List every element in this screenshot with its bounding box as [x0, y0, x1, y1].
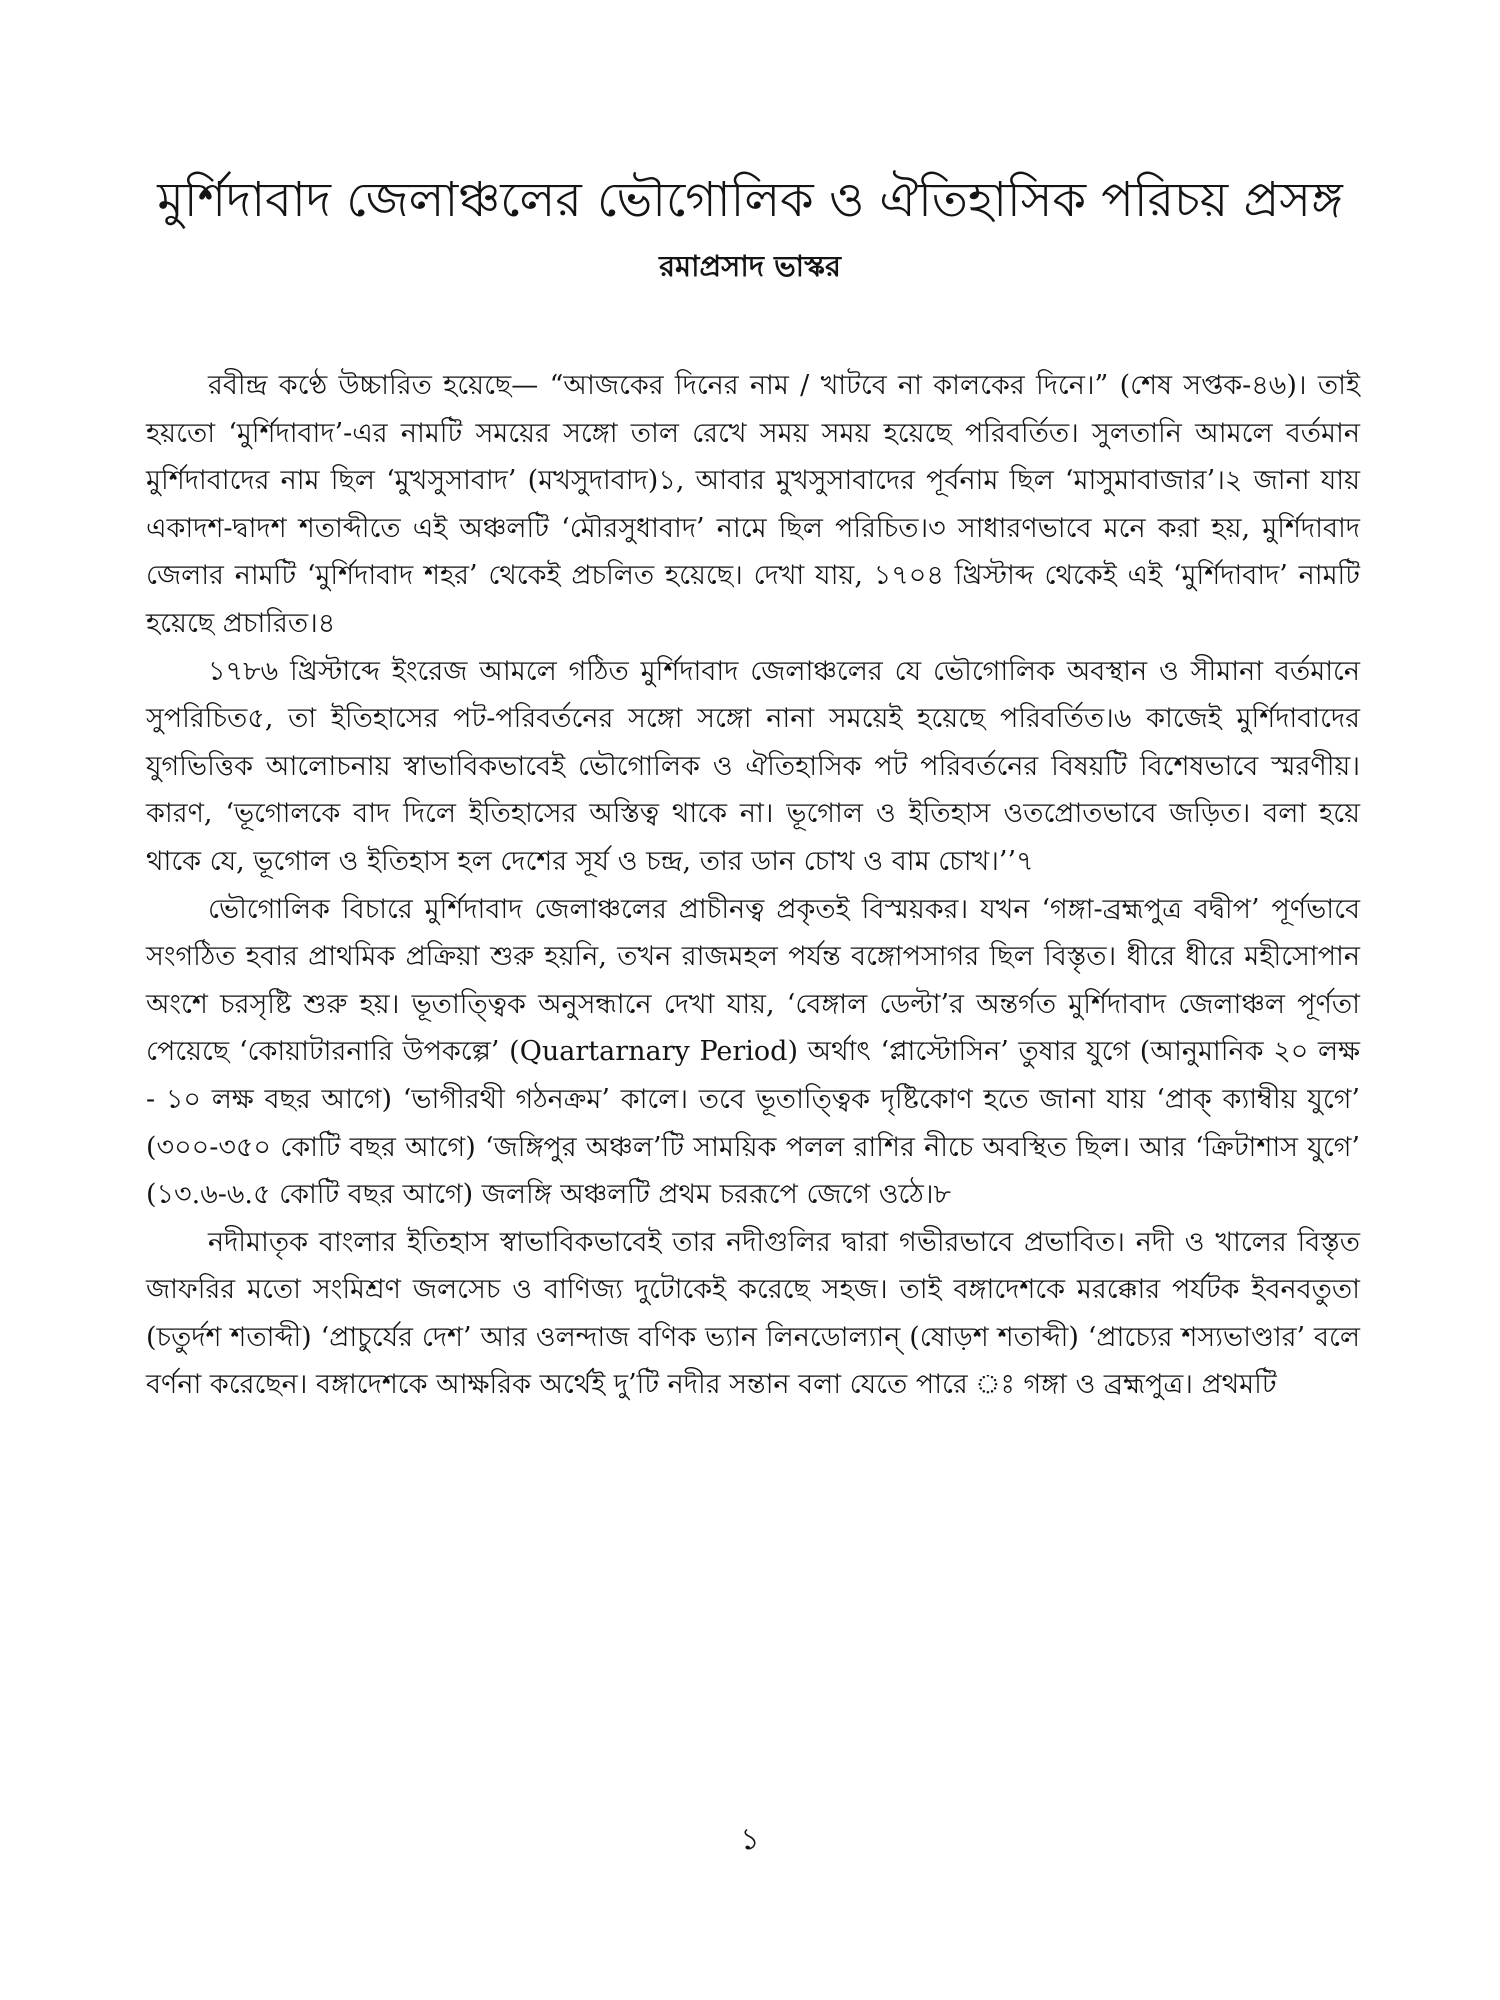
paragraph: ভৌগোলিক বিচারে মুর্শিদাবাদ জেলাঞ্চলের প্রাচীনত্ব প্রকৃতই বিস্ময়কর। যখন ‘গঙ্গা-ব্রহ্মপুত্র বদ্বীপ’ পূর্ণভাবে সংগঠিত হবার প্রাথমিক প্রক্রিয়া শুরু হয়নি, তখন রাজমহল পর্যন্ত বঙ্গোপসাগর ছিল বিস্তৃত। ধীরে ধীরে মহীসোপান অংশে চরসৃষ্টি শুরু হয়। ভূতাত্ত্বিক অনুসন্ধানে দেখা যায়, ‘বেঙ্গাল ডেল্টা’র অন্তর্গত মুর্শিদাবাদ জেলাঞ্চল পূর্ণতা পেয়েছে ‘কোয়াটারনারি উপকল্পে’ (Quartarnary Period) অর্থাৎ ‘প্লাস্টোসিন’ তুষার যুগে (আনুমানিক ২০ লক্ষ - ১০ লক্ষ বছর আগে) ‘ভাগীরথী গঠনক্রম’ কালে। তবে ভূতাত্ত্বিক দৃষ্টিকোণ হতে জানা যায় ‘প্রাক্ ক্যাম্বীয় যুগে’ (৩০০-৩৫০ কোটি বছর আগে) ‘জঙ্গিপুর অঞ্চল’টি সাময়িক পলল রাশির নীচে অবস্থিত ছিল। আর ‘ক্রিটাশাস যুগে’ (১৩.৬-৬.৫ কোটি বছর আগে) জলঙ্গি অঞ্চলটি প্রথম চররূপে জেগে ওঠে।৮ [146, 893, 1360, 1211]
article-body [146, 362, 1360, 1409]
page-number: ১ [740, 1822, 760, 1857]
paragraph: রবীন্দ্র কণ্ঠে উচ্চারিত হয়েছে— “আজকের দিনের নাম / খাটবে না কালকের দিনে।” (শেষ সপ্তক-৪৬)। তাই হয়তো ‘মুর্শিদাবাদ’-এর নামটি সময়ের সঙ্গো তাল রেখে সময় সময় হয়েছে পরিবর্তিত। সুলতানি আমলে বর্তমান মুর্শিদাবাদের নাম ছিল ‘মুখসুসাবাদ’ (মখসুদাবাদ)১, আবার মুখসুসাবাদের পূর্বনাম ছিল ‘মাসুমাবাজার’।২ জানা যায় একাদশ-দ্বাদশ শতাব্দীতে এই অঞ্চলটি ‘মৌরসুধাবাদ’ নামে ছিল পরিচিত।৩ সাধারণভাবে মনে করা হয়, মুর্শিদাবাদ জেলার নামটি ‘মুর্শিদাবাদ শহর’ থেকেই প্রচলিত হয়েছে। দেখা যায়, ১৭০৪ খ্রিস্টাব্দ থেকেই এই ‘মুর্শিদাবাদ’ নামটি হয়েছে প্রচারিত।৪ [146, 370, 1360, 639]
article-title: মুর্শিদাবাদ জেলাঞ্চলের ভৌগোলিক ও ঐতিহাসিক পরিচয় প্রসঙ্গ [157, 172, 1343, 228]
article-author: রমাপ্রসাদ ভাস্কর [659, 249, 841, 283]
paragraph: ১৭৮৬ খ্রিস্টাব্দে ইংরেজ আমলে গঠিত মুর্শিদাবাদ জেলাঞ্চলের যে ভৌগোলিক অবস্থান ও সীমানা বর্তমানে সুপরিচিত৫, তা ইতিহাসের পট-পরিবর্তনের সঙ্গো সঙ্গো নানা সময়েই হয়েছে পরিবর্তিত।৬ কাজেই মুর্শিদাবাদের যুগভিত্তিক আলোচনায় স্বাভাবিকভাবেই ভৌগোলিক ও ঐতিহাসিক পট পরিবর্তনের বিষয়টি বিশেষভাবে স্মরণীয়। কারণ, ‘ভূগোলকে বাদ দিলে ইতিহাসের অস্তিত্ব থাকে না। ভূগোল ও ইতিহাস ওতপ্রোতভাবে জড়িত। বলা হয়ে থাকে যে, ভূগোল ও ইতিহাস হল দেশের সূর্য ও চন্দ্র, তার ডান চোখ ও বাম চোখ।’’৭ [146, 655, 1360, 877]
paragraph: নদীমাতৃক বাংলার ইতিহাস স্বাভাবিকভাবেই তার নদীগুলির দ্বারা গভীরভাবে প্রভাবিত। নদী ও খালের বিস্তৃত জাফরির মতো সংমিশ্রণ জলসেচ ও বাণিজ্য দুটোকেই করেছে সহজ। তাই বঙ্গাদেশকে মরক্কোর পর্যটক ইবনবতুতা (চতুর্দশ শতাব্দী) ‘প্রাচুর্যের দেশ’ আর ওলন্দাজ বণিক ভ্যান লিনডোল্যান্ (ষোড়শ শতাব্দী) ‘প্রাচ্যের শস্যভাণ্ডার’ বলে বর্ণনা করেছেন। বঙ্গাদেশকে আক্ষরিক অর্থেই দু’টি নদীর সন্তান বলা যেতে পারে ঃ গঙ্গা ও ব্রহ্মপুত্র। প্রথমটি [146, 1226, 1360, 1401]
